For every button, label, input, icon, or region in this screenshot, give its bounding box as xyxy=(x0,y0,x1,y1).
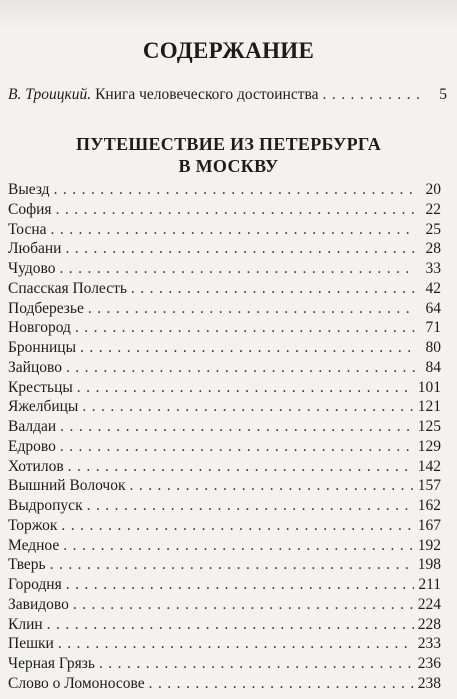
toc-entry-title: Торжок xyxy=(8,516,58,534)
dot-leader xyxy=(65,240,415,258)
dot-leader xyxy=(56,201,415,219)
toc-entry xyxy=(8,201,441,221)
dot-leader xyxy=(47,616,414,634)
dot-leader xyxy=(99,655,414,673)
intro-entry xyxy=(8,86,447,104)
section-title-line-2: В МОСКВУ xyxy=(178,156,279,176)
dot-leader xyxy=(131,280,415,298)
toc-entry-title: Выезд xyxy=(8,181,50,198)
toc-entry-title: Спасская Полесть xyxy=(8,279,127,297)
toc-entry xyxy=(8,596,441,616)
toc-entry xyxy=(8,221,441,241)
dot-leader xyxy=(63,537,413,555)
toc-entry xyxy=(8,556,441,576)
dot-leader xyxy=(88,300,415,318)
toc-entry-page-number: 238 xyxy=(417,674,441,692)
intro-page-number: 5 xyxy=(439,86,447,103)
toc-entry-page-number: 129 xyxy=(417,437,441,455)
toc-entry-page-number: 25 xyxy=(425,220,441,238)
toc-entry-title: Зайцово xyxy=(8,358,62,376)
toc-entry-title: Бронницы xyxy=(8,339,76,356)
toc-entry xyxy=(8,438,441,458)
toc-entry xyxy=(8,418,441,438)
toc-entry-page-number: 198 xyxy=(417,556,441,574)
intro-author: В. Троицкий. xyxy=(8,86,92,103)
toc-entry-page-number: 28 xyxy=(425,240,441,258)
toc-entry-page-number: 228 xyxy=(417,615,441,633)
toc-entry xyxy=(8,655,441,675)
dot-leader xyxy=(66,359,415,377)
toc-entry-title: Валдаи xyxy=(8,418,57,435)
toc-entry-title: Яжелбицы xyxy=(8,398,79,416)
toc-entry-page-number: 84 xyxy=(425,358,441,376)
toc-entry-title: Чудово xyxy=(8,260,56,277)
toc-entry-page-number: 162 xyxy=(417,497,441,514)
toc-entry xyxy=(8,319,441,339)
dot-leader xyxy=(87,497,414,515)
toc-entry xyxy=(8,458,441,478)
dot-leader xyxy=(73,596,414,614)
toc-entry-page-number: 157 xyxy=(417,477,441,495)
toc-entry-page-number: 101 xyxy=(417,378,441,396)
dot-leader xyxy=(51,221,416,239)
contents-title: СОДЕРЖАНИЕ xyxy=(142,38,315,63)
toc-entry-page-number: 192 xyxy=(417,536,441,554)
facing-page-bleed xyxy=(0,0,457,30)
dot-leader xyxy=(75,319,415,337)
toc-list xyxy=(8,181,441,695)
toc-entry-title: Слово о Ломоносове xyxy=(8,674,145,692)
toc-entry-title: Тосна xyxy=(8,220,47,238)
toc-entry-title: Крестьцы xyxy=(8,378,73,396)
dot-leader xyxy=(58,635,414,653)
toc-entry xyxy=(8,477,441,497)
toc-entry-page-number: 211 xyxy=(418,576,441,593)
section-title-line-1: ПУТЕШЕСТВИЕ ИЗ ПЕТЕРБУРГА xyxy=(76,134,381,154)
toc-entry xyxy=(8,379,441,399)
toc-entry xyxy=(8,537,441,557)
toc-entry-page-number: 125 xyxy=(417,418,441,435)
toc-entry-page-number: 236 xyxy=(417,655,441,672)
toc-entry-title: Подберезье xyxy=(8,299,84,317)
toc-entry-page-number: 42 xyxy=(425,279,441,297)
intro-title: Книга человеческого достоинства xyxy=(95,86,319,103)
toc-entry-title: Любани xyxy=(8,240,62,258)
dot-leader xyxy=(66,576,415,594)
dot-leader xyxy=(60,438,414,456)
toc-entry-title: Новгород xyxy=(8,319,71,337)
toc-entry-title: Едрово xyxy=(8,437,56,455)
toc-entry-page-number: 142 xyxy=(417,457,441,475)
toc-entry xyxy=(8,398,441,418)
dot-leader xyxy=(82,398,413,416)
toc-entry-title: Городня xyxy=(8,576,62,593)
toc-entry xyxy=(8,616,441,636)
toc-entry xyxy=(8,359,441,379)
toc-entry-title: Пешки xyxy=(8,635,54,653)
toc-entry-page-number: 64 xyxy=(425,299,441,317)
dot-leader xyxy=(80,339,415,357)
dot-leader xyxy=(61,517,413,535)
dot-leader xyxy=(54,181,415,199)
toc-entry xyxy=(8,260,441,280)
toc-entry xyxy=(8,240,441,260)
dot-leader xyxy=(68,458,414,476)
toc-entry-page-number: 167 xyxy=(417,516,441,534)
toc-entry-title: София xyxy=(8,200,52,218)
toc-entry-title: Тверь xyxy=(8,556,46,574)
toc-entry-title: Хотилов xyxy=(8,457,64,475)
toc-entry-page-number: 33 xyxy=(425,260,441,277)
dot-leader xyxy=(323,86,422,104)
dot-leader xyxy=(77,379,414,397)
toc-entry-page-number: 22 xyxy=(425,200,441,218)
dot-leader xyxy=(149,675,414,693)
dot-leader xyxy=(59,260,415,278)
toc-entry xyxy=(8,497,441,517)
toc-entry xyxy=(8,339,441,359)
toc-entry-page-number: 121 xyxy=(417,398,441,416)
toc-entry-title: Завидово xyxy=(8,595,69,613)
toc-entry xyxy=(8,675,441,695)
dot-leader xyxy=(130,477,414,495)
toc-entry-title: Клин xyxy=(8,615,43,633)
toc-entry-page-number: 233 xyxy=(417,635,441,653)
dot-leader xyxy=(50,556,414,574)
toc-entry xyxy=(8,280,441,300)
toc-entry-title: Медное xyxy=(8,536,60,554)
toc-entry-page-number: 224 xyxy=(417,595,441,613)
dot-leader xyxy=(60,418,414,436)
toc-entry-page-number: 71 xyxy=(425,319,441,337)
toc-entry xyxy=(8,300,441,320)
toc-entry xyxy=(8,576,441,596)
toc-entry-page-number: 20 xyxy=(425,181,441,198)
toc-entry xyxy=(8,517,441,537)
toc-entry xyxy=(8,181,441,201)
toc-entry xyxy=(8,635,441,655)
toc-entry-title: Черная Грязь xyxy=(8,655,95,672)
toc-entry-title: Выдропуск xyxy=(8,497,83,514)
toc-entry-title: Вышний Волочок xyxy=(8,477,126,495)
toc-entry-page-number: 80 xyxy=(425,339,441,356)
